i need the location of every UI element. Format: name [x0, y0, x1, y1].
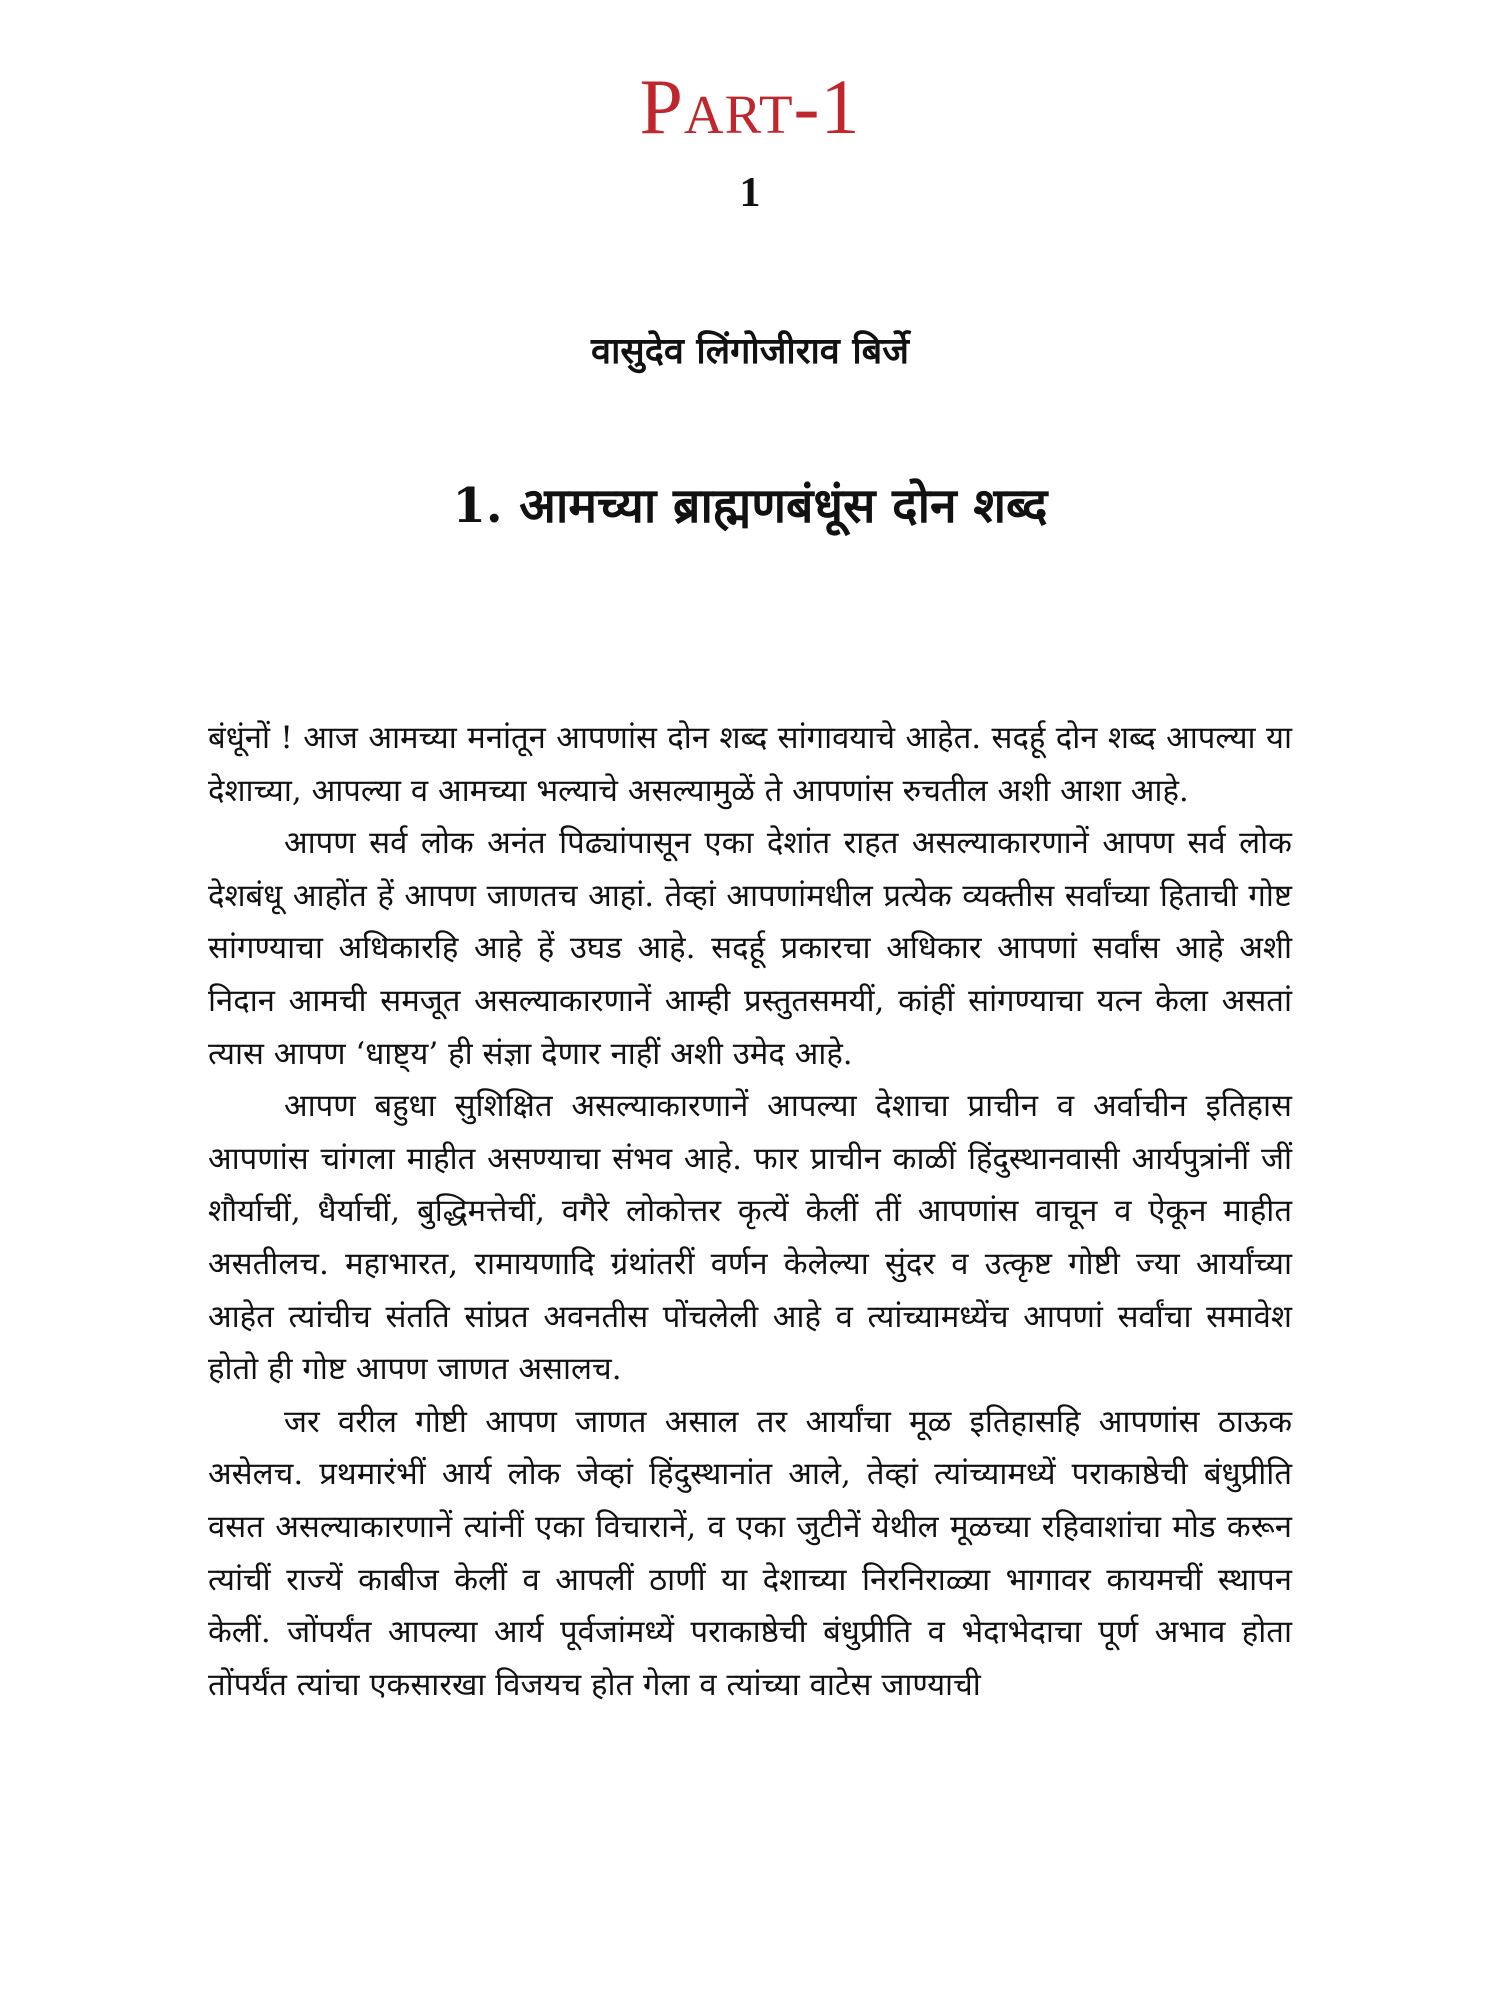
paragraph-1: बंधूंनों ! आज आमच्या मनांतून आपणांस दोन शब्द सांगावयाचे आहेत. सदर्हू दोन शब्द आपल्या या देशाच्या, आपल्या व आमच्या भल्याचे असल्यामुळें ते आपणांस रुचतील अशी आशा आहे.: [208, 720, 1292, 809]
chapter-title: 1. आमच्या ब्राह्मणबंधूंस दोन शब्द: [452, 478, 1048, 534]
chapter-number: 1: [739, 170, 761, 216]
paragraph-2: आपण सर्व लोक अनंत पिढ्यांपासून एका देशांत राहत असल्याकारणानें आपण सर्व लोक देशबंधू आहोंत हें आपण जाणतच आहां. तेव्हां आपणांमधील प्रत्येक व्यक्तीस सर्वांच्या हिताची गोष्ट सांगण्याचा अधिकारहि आहे हें उघड आहे. सदर्हू प्रकारचा अधिकार आपणां सर्वांस आहे अशी निदान आमची समजूत असल्याकारणानें आम्ही प्रस्तुतसमयीं, कांहीं सांगण्याचा यत्न केला असतां त्यास आपण ‘धाष्ट्य’ ही संज्ञा देणार नाहीं अशी उमेद आहे.: [208, 825, 1292, 1072]
paragraph-4: जर वरील गोष्टी आपण जाणत असाल तर आर्यांचा मूळ इतिहासहि आपणांस ठाऊक असेलच. प्रथमारंभीं आर्य लोक जेव्हां हिंदुस्थानांत आले, तेव्हां त्यांच्यामध्यें पराकाष्ठेची बंधुप्रीति वसत असल्याकारणानें त्यांनीं एका विचारानें, व एका जुटीनें येथील मूळच्या रहिवाशांचा मोड करून त्यांचीं राज्यें काबीज केलीं व आपलीं ठाणीं या देशाच्या निरनिराळ्या भागावर कायमचीं स्थापन केलीं. जोंपर्यंत आपल्या आर्य पूर्वजांमध्यें पराकाष्ठेची बंधुप्रीति व भेदाभेदाचा पूर्ण अभाव होता तोंपर्यंत त्यांचा एकसारखा विजयच होत गेला व त्यांच्या वाटेस जाण्याची: [208, 1403, 1292, 1703]
body-text: [208, 712, 1292, 1711]
paragraph-3: आपण बहुधा सुशिक्षित असल्याकारणानें आपल्या देशाचा प्राचीन व अर्वाचीन इतिहास आपणांस चांगला माहीत असण्याचा संभव आहे. फार प्राचीन काळीं हिंदुस्थानवासी आर्यपुत्रांनीं जीं शौर्याचीं, धैर्याचीं, बुद्धिमत्तेचीं, वगैरे लोकोत्तर कृत्यें केलीं तीं आपणांस वाचून व ऐकून माहीत असतीलच. महाभारत, रामायणादि ग्रंथांतरीं वर्णन केलेल्या सुंदर व उत्कृष्ट गोष्टी ज्या आर्यांच्या आहेत त्यांचीच संतति सांप्रत अवनतीस पोंचलेली आहे व त्यांच्यामध्येंच आपणां सर्वांचा समावेश होतो ही गोष्ट आपण जाणत असालच.: [208, 1088, 1292, 1388]
author-name: वासुदेव लिंगोजीराव बिर्जे: [591, 330, 909, 372]
part-heading: Part-1: [639, 63, 861, 150]
